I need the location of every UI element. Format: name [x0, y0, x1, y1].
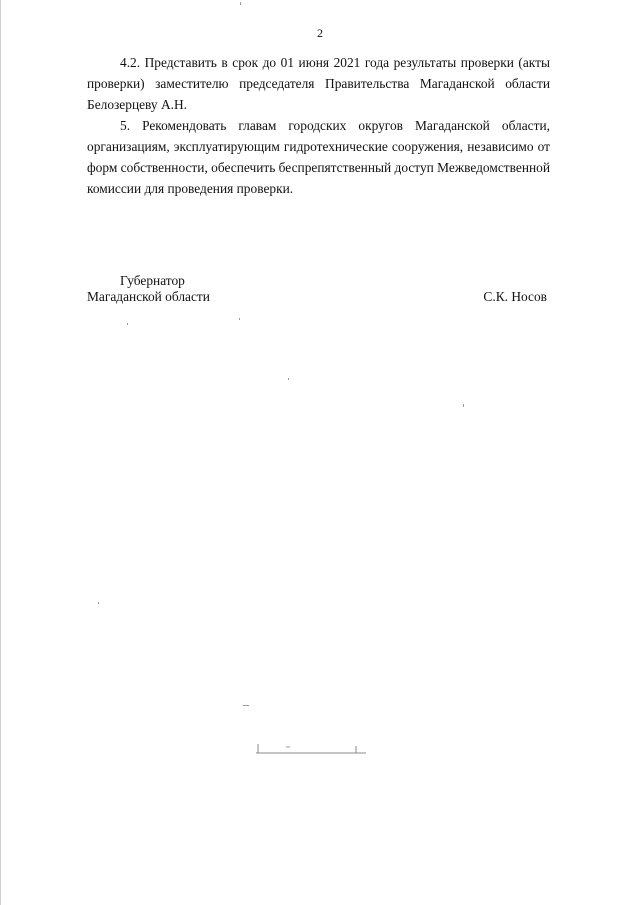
scan-speck: [240, 2, 241, 5]
paragraph-4-2: 4.2. Представить в срок до 01 июня 2021 года результаты проверки (акты проверки) заместителю председателя Правительства Магаданской области Белозерцеву А.Н.: [87, 55, 550, 112]
signatory-title-line1: Губернатор: [120, 273, 185, 288]
signature-block: [87, 273, 547, 305]
scan-speck: [127, 323, 128, 325]
scan-artifact-line: [256, 741, 366, 755]
scan-speck: [239, 318, 240, 320]
scan-speck: [288, 378, 289, 380]
signatory-name: С.К. Носов: [483, 289, 547, 304]
paragraph-5: 5. Рекомендовать главам городских округов Магаданской области, организациям, эксплуатирующим гидротехнические сооружения, независимо от форм собственности, обеспечить беспрепятственный доступ Межведомственной комиссии для проведения проверки.: [87, 118, 551, 196]
signature-row: [87, 289, 547, 305]
page-number: 2: [317, 26, 323, 40]
scan-speck: [463, 404, 464, 407]
document-body: [87, 52, 550, 199]
scan-speck: [243, 705, 249, 706]
scan-margin-line: [0, 0, 1, 905]
signatory-title-line2: Магаданской области: [87, 289, 210, 304]
scan-speck: [98, 602, 99, 604]
